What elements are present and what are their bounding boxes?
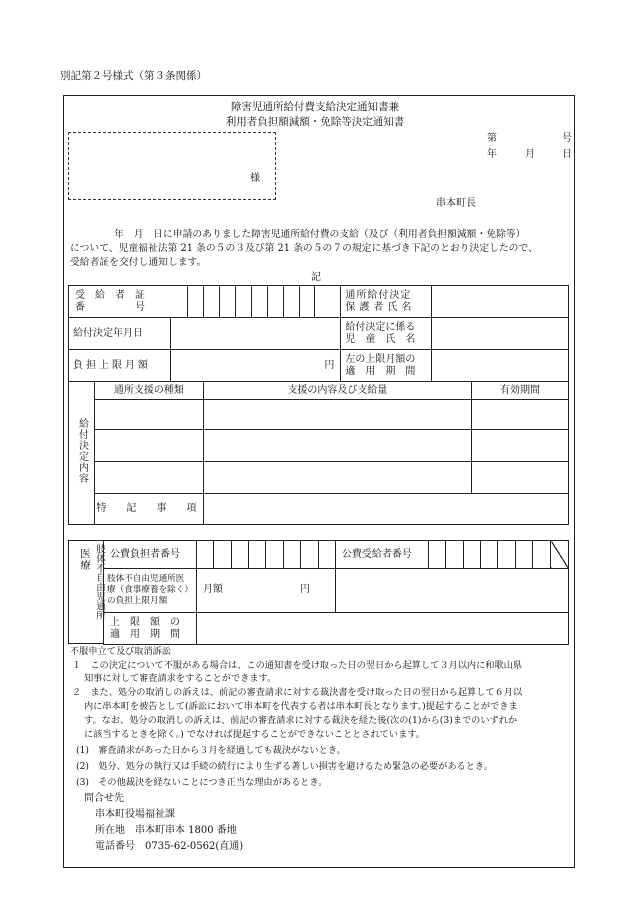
recipient-public-digit xyxy=(463,541,480,569)
recipient-public-digit xyxy=(515,541,532,569)
payer-no-digit xyxy=(231,541,248,569)
notice-p1-line1: １ この決定について不服がある場合は、この通知書を受け取った日の翌日から起算して３月以内に和歌山県 xyxy=(72,660,523,671)
recipient-public-digit xyxy=(428,541,445,569)
col-amount-header: 支援の内容及び支給量 xyxy=(203,382,471,400)
number-label-1: 第 xyxy=(487,133,497,144)
addressee-box xyxy=(68,132,276,200)
date-month: 月 xyxy=(525,149,535,160)
support-period-cell xyxy=(472,462,569,494)
intro-line-3: 受給者証を交付し通知します。 xyxy=(70,257,207,268)
decision-date-value xyxy=(170,318,341,350)
limit-label: 負担上限月額 xyxy=(69,350,171,382)
period-label-b: 適 用 期 間 xyxy=(345,365,416,377)
payer-no-digit xyxy=(249,541,266,569)
title-line-1: 障害児通所給付費支給決定通知書兼 xyxy=(231,101,399,113)
medical-sub-label: 肢体不自由児通所 xyxy=(94,544,105,620)
recipient-public-digit xyxy=(498,541,515,569)
col-type-header: 通所支援の種類 xyxy=(94,382,203,400)
notice-condition-1: (1) 審査請求があった日から３月を経過しても裁決がないとき。 xyxy=(76,745,346,756)
recipient-no-digit xyxy=(235,286,251,318)
recipient-public-digit xyxy=(533,541,551,569)
title-line-2: 利用者負担額減額・免除等決定通知書 xyxy=(225,116,405,128)
child-label-b: 児 童 氏 名 xyxy=(345,333,416,345)
period-label-a: 左の上限月額の xyxy=(345,353,416,365)
recipient-no-digit xyxy=(219,286,235,318)
payer-no-digit xyxy=(266,541,283,569)
contact-label: 問合せ先 xyxy=(84,793,124,804)
child-name-value xyxy=(432,318,569,350)
medical-table xyxy=(103,540,569,645)
guardian-name-value xyxy=(432,286,569,318)
payer-no-digit xyxy=(197,541,214,569)
support-type-cell xyxy=(94,430,203,462)
special-notes-label: 特 記 事 項 xyxy=(94,494,203,525)
support-amount-cell xyxy=(203,430,471,462)
notice-p2-line4: に該当するときを除く。) でなければ提起することができないこととされています。 xyxy=(84,729,425,740)
decision-table xyxy=(68,285,569,525)
payer-no-digit xyxy=(318,541,335,569)
notice-heading: 不服申立て及び取消訴訟 xyxy=(70,646,172,657)
guardian-label-b: 保護者氏名 xyxy=(345,301,416,313)
notice-condition-2: (2) 処分、処分の執行又は手続の続行により生ずる著しい損害を避けるため緊急の必要があるとき。 xyxy=(76,761,493,772)
slash-cell xyxy=(551,541,569,569)
medical-limit-empty xyxy=(335,569,568,613)
monthly-label: 月額 xyxy=(203,584,223,595)
limit-period-label-b: 適 用 期 間 xyxy=(110,628,180,640)
recipient-no-label-a: 受 給 者 証 xyxy=(75,289,145,301)
notice-p1-line2: 知事に対して審査請求をすることができます。 xyxy=(84,673,277,684)
payer-no-digit xyxy=(283,541,300,569)
intro-line-2: について、児童福祉法第 21 条の５の３及び第 21 条の５の７の規定に基づき下記のとおり決定したので、 xyxy=(70,243,538,254)
period-value xyxy=(432,350,569,382)
payer-no-label: 公費負担者番号 xyxy=(104,541,197,569)
recipient-public-digit xyxy=(446,541,463,569)
recipient-no-label-b: 番 号 xyxy=(75,301,145,313)
monthly-yen: 円 xyxy=(300,584,310,595)
support-period-cell xyxy=(472,400,569,430)
recipient-no-digit xyxy=(267,286,283,318)
recipient-no-digit xyxy=(315,286,341,318)
recipient-no-label: 公費受給者番号 xyxy=(335,541,428,569)
guardian-label-a: 通所給付決定 xyxy=(345,289,412,301)
support-period-cell xyxy=(472,430,569,462)
notice-p2-line1: ２ また、処分の取消しの訴えは、前記の審査請求に対する裁決書を受け取った日の翌日から起算して６月以 xyxy=(72,687,523,698)
medical-side-box xyxy=(68,540,103,644)
recipient-no-digit xyxy=(203,286,219,318)
medical-side-label: 医療 xyxy=(79,548,91,571)
decision-date-label: 給付決定年月日 xyxy=(69,318,171,350)
recipient-no-digit xyxy=(187,286,203,318)
ki-label: 記 xyxy=(311,272,321,283)
payer-no-digit xyxy=(214,541,231,569)
recipient-no-digit xyxy=(299,286,315,318)
support-type-cell xyxy=(94,462,203,494)
medical-limit-label-1: 肢体不自由児通所医 xyxy=(107,574,185,584)
support-type-cell xyxy=(94,400,203,430)
date-day: 日 xyxy=(562,149,572,160)
support-amount-cell xyxy=(203,400,471,430)
recipient-no-digit xyxy=(283,286,299,318)
payer-no-digit xyxy=(301,541,318,569)
form-label: 別記第２号様式（第３条関係） xyxy=(60,70,207,82)
limit-period-value xyxy=(197,613,569,645)
col-period-header: 有効期間 xyxy=(472,382,569,400)
number-label-2: 号 xyxy=(562,133,572,144)
issuer-name: 串本町長 xyxy=(436,198,476,209)
special-notes-value xyxy=(203,494,568,525)
notice-p2-line2: 内に串本町を被告として(訴訟において串本町を代表する者は串本町長となります。)提起することができま xyxy=(84,701,518,712)
recipient-no-digit xyxy=(251,286,267,318)
notice-condition-3: (3) その他裁決を経ないことにつき正当な理由があるとき。 xyxy=(76,777,328,788)
intro-line-1: 年 月 日に申請のありました障害児通所給付費の支給（及び（利用者負担額減額・免除等） xyxy=(114,229,526,240)
limit-yen: 円 xyxy=(170,350,341,382)
content-side-label: 給付決定内容 xyxy=(76,418,88,484)
support-amount-cell xyxy=(203,462,471,494)
notice-p2-line3: す。なお、処分の取消しの訴えは、前記の審査請求に対する裁決を経た後(次の(1)から(3)までのいずれか xyxy=(84,715,518,726)
contact-phone: 電話番号 0735-62-0562(直通) xyxy=(95,841,244,852)
date-year: 年 xyxy=(487,149,497,160)
limit-period-label-a: 上 限 額 の xyxy=(110,616,180,628)
contact-address: 所在地 串本町串本 1800 番地 xyxy=(95,825,237,836)
recipient-public-digit xyxy=(480,541,497,569)
medical-limit-label-2: 療（食事療養を除く） xyxy=(107,585,193,595)
contact-dept: 串本町役場福祉課 xyxy=(95,809,175,820)
child-label-a: 給付決定に係る xyxy=(345,321,416,333)
addressee-suffix: 様 xyxy=(250,173,260,184)
medical-limit-label-3: の負担上限月額 xyxy=(107,596,168,606)
